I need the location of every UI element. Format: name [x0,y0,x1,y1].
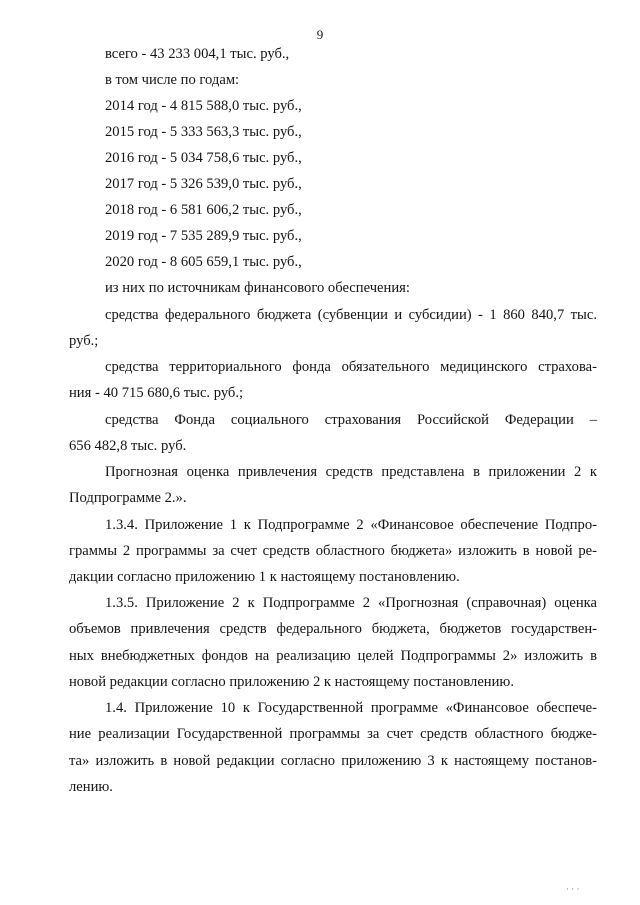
text-line-2017: 2017 год - 5 326 539,0 тыс. руб., [105,176,302,192]
text-line-by-years: в том числе по годам: [105,72,240,88]
text-line-territorial-fund-cont: ния - 40 715 680,6 тыс. руб.; [69,385,244,401]
text-line-federal-budget-cont: руб.; [69,333,99,349]
text-line-forecast-cont: Подпрограмме 2.». [69,490,187,506]
text-line-1-3-4-cont1: граммы 2 программы за счет средств областного бюджета» изложить в новой ре- [69,543,597,559]
text-line-territorial-fund: средства территориального фонда обязательного медицинского страхова- [105,359,597,375]
text-line-1-4-cont1: ние реализации Государственной программы за счет средств областного бюдже- [69,726,597,742]
scan-speck: · · · [566,884,580,894]
text-line-1-3-5-cont2: ных внебюджетных фондов на реализацию целей Подпрограммы 2» изложить в [69,648,597,664]
text-line-2016: 2016 год - 5 034 758,6 тыс. руб., [105,150,302,166]
text-line-2018: 2018 год - 6 581 606,2 тыс. руб., [105,202,302,218]
text-line-1-3-5-cont3: новой редакции согласно приложению 2 к настоящему постановлению. [69,674,514,690]
text-line-2014: 2014 год - 4 815 588,0 тыс. руб., [105,98,302,114]
text-line-sources: из них по источникам финансового обеспечения: [105,280,410,296]
page-number: 9 [316,27,324,42]
text-line-1-3-5: 1.3.5. Приложение 2 к Подпрограмме 2 «Прогнозная (справочная) оценка [105,595,597,611]
text-line-1-3-4-cont2: дакции согласно приложению 1 к настоящему постановлению. [69,569,460,585]
text-line-social-fund: средства Фонда социального страхования Российской Федерации – [105,412,597,428]
text-line-1-4-cont2: та» изложить в новой редакции согласно приложению 3 к настоящему постанов- [69,753,597,769]
text-line-social-fund-cont: 656 482,8 тыс. руб. [69,438,187,454]
text-line-forecast: Прогнозная оценка привлечения средств представлена в приложении 2 к [105,464,597,480]
text-line-1-3-4: 1.3.4. Приложение 1 к Подпрограмме 2 «Финансовое обеспечение Подпро- [105,517,597,533]
text-line-1-4-cont3: лению. [69,779,113,795]
text-line-2019: 2019 год - 7 535 289,9 тыс. руб., [105,228,302,244]
text-line-1-4: 1.4. Приложение 10 к Государственной программе «Финансовое обеспече- [105,700,597,716]
text-line-total: всего - 43 233 004,1 тыс. руб., [105,46,290,62]
text-line-2020: 2020 год - 8 605 659,1 тыс. руб., [105,254,302,270]
text-line-1-3-5-cont1: объемов привлечения средств федерального бюджета, бюджетов государствен- [69,621,597,637]
text-line-federal-budget: средства федерального бюджета (субвенции и субсидии) - 1 860 840,7 тыс. [105,307,597,323]
text-line-2015: 2015 год - 5 333 563,3 тыс. руб., [105,124,302,140]
